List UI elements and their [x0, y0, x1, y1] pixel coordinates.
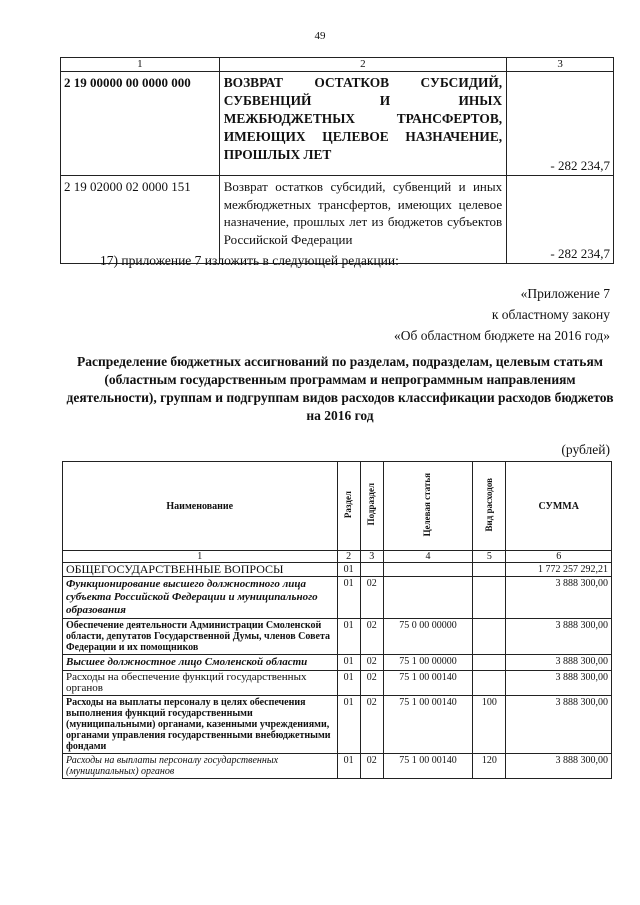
col-number: 6 — [506, 551, 612, 563]
appendix-line: «Приложение 7 — [520, 286, 610, 301]
header-expense-type — [473, 462, 506, 551]
row-section: 01 — [337, 563, 360, 577]
table-row — [63, 577, 612, 619]
row-sum: 3 888 300,00 — [506, 577, 612, 619]
row-target — [383, 563, 472, 577]
col-number-3: 3 — [507, 58, 614, 72]
table-row — [63, 696, 612, 754]
col-number: 2 — [337, 551, 360, 563]
header-name — [63, 462, 338, 551]
appendix-line: «Об областном бюджете на 2016 год» — [394, 328, 610, 343]
header-section-label: Раздел — [343, 490, 354, 519]
row-section: 01 — [337, 696, 360, 754]
row-name: Расходы на выплаты персоналу государственных (муниципальных) органов — [63, 754, 338, 779]
column-number-row — [63, 551, 612, 563]
row-section: 01 — [337, 671, 360, 696]
row-target — [383, 577, 472, 619]
budget-item-name: ВОЗВРАТ ОСТАТКОВ СУБСИДИЙ, СУБВЕНЦИЙ И ИНЫХ МЕЖБЮДЖЕТНЫХ ТРАНСФЕРТОВ, ИМЕЮЩИХ ЦЕЛЕВОЕ НАЗНАЧЕНИЕ, ПРОШЛЫХ ЛЕТ — [219, 72, 506, 176]
row-section: 01 — [337, 619, 360, 655]
row-expense-type — [473, 655, 506, 671]
budget-amount: - 282 234,7 — [507, 72, 614, 176]
row-subsection: 02 — [360, 577, 383, 619]
budget-item-name: Возврат остатков субсидий, субвенций и иных межбюджетных трансфертов, имеющих целевое назначение, прошлых лет из бюджетов субъектов Российской Федерации — [219, 176, 506, 264]
row-name: Функционирование высшего должностного лица субъекта Российской Федерации и муниципального образования — [63, 577, 338, 619]
row-target: 75 1 00 00140 — [383, 754, 472, 779]
row-section: 01 — [337, 577, 360, 619]
row-section: 01 — [337, 754, 360, 779]
row-section: 01 — [337, 655, 360, 671]
table-row — [61, 176, 614, 264]
header-target-label: Целевая статья — [422, 472, 433, 537]
col-number-1: 1 — [61, 58, 220, 72]
appendix-header — [394, 283, 610, 346]
row-subsection — [360, 563, 383, 577]
row-target: 75 0 00 00000 — [383, 619, 472, 655]
header-sum-label: СУММА — [538, 500, 579, 512]
col-number-2: 2 — [219, 58, 506, 72]
header-target — [383, 462, 472, 551]
table-row — [61, 72, 614, 176]
table-row — [63, 655, 612, 671]
row-expense-type — [473, 563, 506, 577]
row-target: 75 1 00 00140 — [383, 671, 472, 696]
revenue-table — [60, 57, 614, 264]
row-sum: 1 772 257 292,21 — [506, 563, 612, 577]
header-subsection-label: Подраздел — [366, 483, 377, 526]
table-header-row — [61, 58, 614, 72]
row-name: Расходы на выплаты персоналу в целях обеспечения выполнения функций государственными (муниципальными) органами, казенными учреждениями, органами управления государственными внебюджетными фондами — [63, 696, 338, 754]
row-name: Высшее должностное лицо Смоленской области — [63, 655, 338, 671]
table-header-row — [63, 462, 612, 551]
page-number: 49 — [314, 30, 326, 42]
col-number: 4 — [383, 551, 472, 563]
col-number: 1 — [63, 551, 338, 563]
appendix-line: к областному закону — [491, 307, 610, 322]
row-sum: 3 888 300,00 — [506, 655, 612, 671]
row-sum: 3 888 300,00 — [506, 619, 612, 655]
table-row — [63, 754, 612, 779]
row-sum: 3 888 300,00 — [506, 754, 612, 779]
budget-code: 2 19 00000 00 0000 000 — [61, 72, 220, 176]
row-subsection: 02 — [360, 619, 383, 655]
row-expense-type — [473, 671, 506, 696]
budget-code: 2 19 02000 02 0000 151 — [61, 176, 220, 264]
row-target: 75 1 00 00000 — [383, 655, 472, 671]
paragraph-17: 17) приложение 7 изложить в следующей редакции: — [100, 253, 399, 268]
header-subsection — [360, 462, 383, 551]
header-expense-type-label: Вид расходов — [483, 477, 494, 532]
row-expense-type — [473, 619, 506, 655]
row-expense-type: 120 — [473, 754, 506, 779]
row-expense-type: 100 — [473, 696, 506, 754]
units-label: (рублей) — [561, 442, 610, 457]
row-subsection: 02 — [360, 655, 383, 671]
allocation-table — [62, 461, 612, 779]
row-target: 75 1 00 00140 — [383, 696, 472, 754]
budget-amount: - 282 234,7 — [507, 176, 614, 264]
table-row — [63, 671, 612, 696]
table-row — [63, 619, 612, 655]
table-row — [63, 563, 612, 577]
row-name: Обеспечение деятельности Администрации Смоленской области, депутатов Государственной Думы, членов Совета Федерации и их помощников — [63, 619, 338, 655]
allocation-table-body — [63, 563, 612, 779]
header-sum — [506, 462, 612, 551]
row-name: ОБЩЕГОСУДАРСТВЕННЫЕ ВОПРОСЫ — [63, 563, 338, 577]
row-subsection: 02 — [360, 696, 383, 754]
header-section — [337, 462, 360, 551]
col-number: 3 — [360, 551, 383, 563]
col-number: 5 — [473, 551, 506, 563]
row-subsection: 02 — [360, 671, 383, 696]
row-subsection: 02 — [360, 754, 383, 779]
document-title: Распределение бюджетных ассигнований по разделам, подразделам, целевым статьям (областным государственным программам и непрограммным направлениям деятельности), группам и подгруппам видов расходов классификации расходов бюджетов на 2016 год — [66, 354, 614, 423]
row-sum: 3 888 300,00 — [506, 696, 612, 754]
row-expense-type — [473, 577, 506, 619]
row-sum: 3 888 300,00 — [506, 671, 612, 696]
header-name-label: Наименование — [166, 500, 234, 512]
row-name: Расходы на обеспечение функций государственных органов — [63, 671, 338, 696]
